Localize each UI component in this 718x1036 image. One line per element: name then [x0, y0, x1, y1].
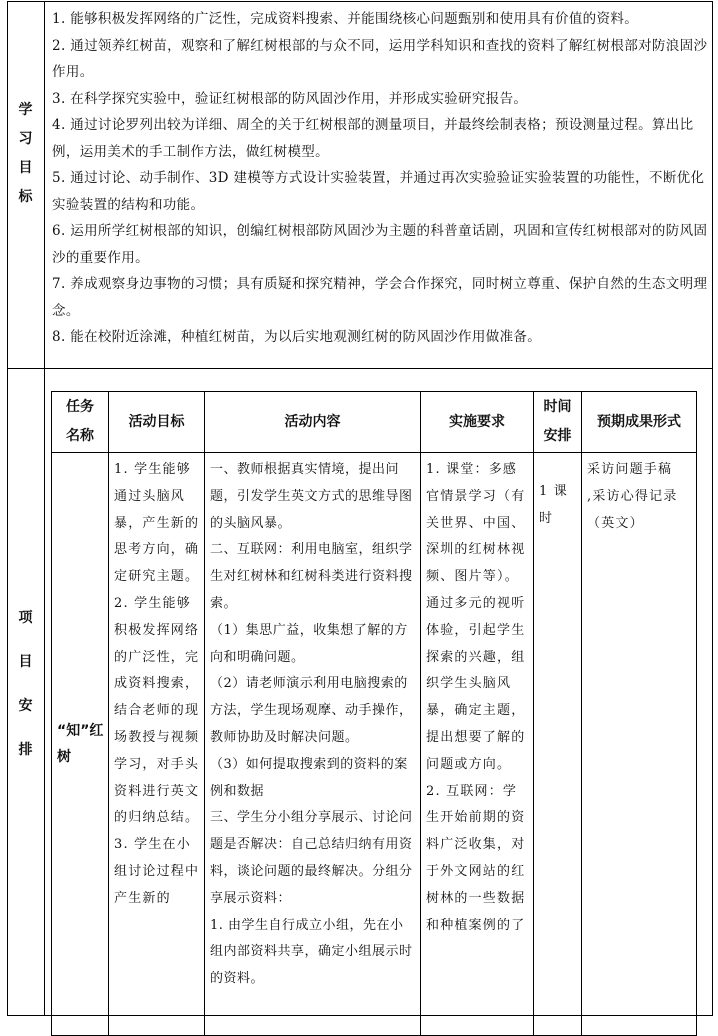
header-activity-goals: 活动目标	[109, 392, 205, 453]
outcome-item: ,采访心得记录（英文）	[587, 488, 678, 531]
outcome-item: 采访问题手稿	[587, 462, 673, 477]
objective-item: 7. 养成观察身边事物的习惯；具有质疑和探究精神，学会合作探究，同时树立尊重、保护自然的生态文明理念。	[52, 276, 708, 319]
label-column-divider	[44, 1, 45, 1016]
header-expected-outcome: 预期成果形式	[582, 392, 697, 453]
objective-item: 6. 运用所学红树根部的知识，创编红树根部防风固沙为主题的科普童话剧，巩固和宣传红树根部对的防风固沙的重要作用。	[52, 223, 708, 266]
activity-content-cell	[205, 453, 421, 1036]
learning-objectives-label: 学 习 目 标	[18, 102, 33, 205]
project-plan-label: 项 目 安 排	[18, 610, 33, 758]
requirements-cell	[421, 453, 534, 1036]
goal-item: 3. 学生在小组讨论过程中产生新的	[114, 837, 200, 906]
time-cell: 1 课时	[534, 453, 582, 1036]
objective-item: 3. 在科学探究实验中，验证红树根部的防风固沙作用，并形成实验研究报告。	[52, 90, 528, 107]
objective-item: 5. 通过讨论、动手制作、3D 建模等方式设计实验装置，并通过再次实验验证实验装置的功能性，不断优化实验装置的结构和功能。	[52, 170, 705, 213]
requirement-item: 2. 互联网：学生开始前期的资料广泛收集，对于外文网站的红树林的一些数据和种植案例的了	[426, 783, 526, 933]
learning-objectives-list	[52, 6, 708, 351]
activity-goals-cell	[109, 453, 205, 1036]
header-activity-content: 活动内容	[205, 392, 421, 453]
section-divider	[7, 368, 713, 369]
content-item: 三、学生分小组分享展示、讨论问题是否解决：自己总结归纳有用资料，谈论问题的最终解决。分组分享展示资料：	[210, 810, 413, 906]
goal-item: 1. 学生能够通过头脑风暴，产生新的思考方向，确定研究主题。	[114, 462, 200, 585]
project-plan-table	[51, 391, 697, 1036]
header-time: 时间安排	[534, 392, 582, 453]
table-row	[52, 453, 697, 1036]
objective-item: 4. 通过讨论罗列出较为详细、周全的关于红树根部的测量项目，并最终绘制表格；预设测量过程。算出比例，运用美术的手工制作方法，做红树模型。	[52, 117, 694, 160]
table-header-row	[52, 392, 697, 453]
objective-item: 1. 能够积极发挥网络的广泛性，完成资料搜索、并能围绕核心问题甄别和使用具有价值的资料。	[52, 11, 639, 27]
task-name-cell: “知”红树	[52, 453, 109, 1036]
goal-item: 2. 学生能够积极发挥网络的广泛性，完成资料搜索，结合老师的现场教授与视频学习，对手头资料进行英文的归纳总结。	[114, 595, 200, 826]
header-requirements: 实施要求	[421, 392, 534, 453]
expected-outcome-cell	[582, 453, 697, 1036]
objective-item: 8. 能在校附近涂滩，种植红树苗，为以后实地观测红树的防风固沙作用做准备。	[52, 329, 542, 345]
content-item: （1）集思广益，收集想了解的方向和明确问题。	[210, 622, 408, 665]
content-item: （2）请老师演示利用电脑搜索的方法，学生现场观摩、动手操作，教师协助及时解决问题。	[210, 676, 413, 745]
content-item: 1. 由学生自行成立小组，先在小组内部资料共享，确定小组展示时的资料。	[210, 917, 413, 987]
header-task-name: 任务名称	[52, 392, 109, 453]
content-item: 一、教师根据真实情境，提出问题，引发学生英文方式的思维导图的头脑风暴。	[210, 462, 413, 531]
requirement-item: 1. 课堂：多感官情景学习（有关世界、中国、深圳的红树林视频、图片等）。通过多元的视听体验，引起学生探索的兴趣，组织学生头脑风暴，确定主题，提出想要了解的问题或方向。	[426, 462, 526, 772]
content-item: 二、互联网：利用电脑室，组织学生对红树林和红树科类进行资料搜索。	[210, 542, 413, 611]
objective-item: 2. 通过领养红树苗，观察和了解红树根部的与众不同，运用学科知识和查找的资料了解红树根部对防浪固沙作用。	[52, 37, 708, 80]
content-item: （3）如何提取搜索到的资料的案例和数据	[210, 756, 408, 799]
